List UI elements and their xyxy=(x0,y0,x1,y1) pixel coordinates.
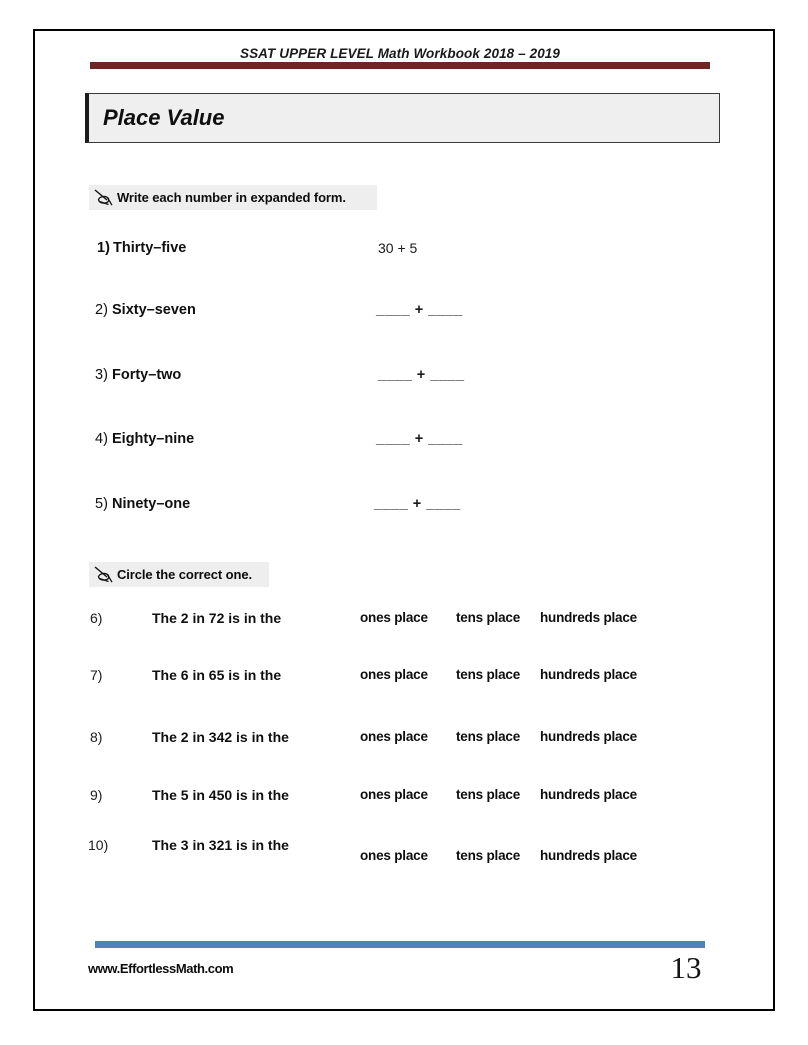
answer-blank[interactable]: ____ + ____ xyxy=(378,367,465,383)
option-tens-place[interactable]: tens place xyxy=(456,610,521,625)
item-question: The 3 in 321 is in the xyxy=(152,837,289,853)
item-label: 4) xyxy=(95,431,108,447)
item-label: 1) xyxy=(97,240,110,256)
option-hundreds-place[interactable]: hundreds place xyxy=(540,787,637,802)
answer-blank[interactable]: ____ + ____ xyxy=(376,431,463,447)
item-label: 10) xyxy=(88,837,109,853)
expanded-form-item xyxy=(0,240,808,270)
expanded-form-item xyxy=(0,496,808,526)
item-word: Forty–two xyxy=(112,367,182,383)
expanded-form-item xyxy=(0,302,808,332)
page-title: Place Value xyxy=(103,105,225,130)
item-word: Eighty–nine xyxy=(112,431,195,447)
item-label: 9) xyxy=(90,787,103,803)
item-question: The 2 in 72 is in the xyxy=(152,610,282,626)
option-hundreds-place[interactable]: hundreds place xyxy=(540,729,637,744)
option-hundreds-place[interactable]: hundreds place xyxy=(540,848,637,863)
section-title-box xyxy=(85,93,720,143)
item-label: 5) xyxy=(95,496,108,512)
page-number: 13 xyxy=(670,950,702,985)
option-ones-place[interactable]: ones place xyxy=(360,610,428,625)
option-ones-place[interactable]: ones place xyxy=(360,667,428,682)
item-question: The 2 in 342 is in the xyxy=(152,729,289,745)
pen-nib-icon xyxy=(94,189,114,207)
answer-blank[interactable]: ____ + ____ xyxy=(376,302,463,318)
item-label: 7) xyxy=(90,667,103,683)
item-word: Sixty–seven xyxy=(112,302,196,318)
item-answer[interactable]: 30 + 5 xyxy=(378,240,418,256)
header-divider-bar xyxy=(90,62,710,69)
expanded-form-item xyxy=(0,431,808,461)
option-ones-place[interactable]: ones place xyxy=(360,729,428,744)
item-question: The 6 in 65 is in the xyxy=(152,667,282,683)
option-hundreds-place[interactable]: hundreds place xyxy=(540,667,637,682)
instruction-band-expanded-form xyxy=(89,185,377,210)
option-tens-place[interactable]: tens place xyxy=(456,848,521,863)
item-word: Ninety–one xyxy=(112,496,191,512)
item-word: Thirty–five xyxy=(113,240,187,256)
item-label: 3) xyxy=(95,367,108,383)
item-question: The 5 in 450 is in the xyxy=(152,787,289,803)
footer-divider-bar xyxy=(95,941,705,948)
item-label: 8) xyxy=(90,729,103,745)
item-label: 6) xyxy=(90,610,103,626)
option-ones-place[interactable]: ones place xyxy=(360,848,428,863)
instruction-band-circle-correct xyxy=(89,562,269,587)
pen-nib-icon xyxy=(94,566,114,584)
expanded-form-item xyxy=(0,367,808,397)
option-ones-place[interactable]: ones place xyxy=(360,787,428,802)
option-tens-place[interactable]: tens place xyxy=(456,787,521,802)
instruction-text: Write each number in expanded form. xyxy=(117,190,346,205)
item-label: 2) xyxy=(95,302,108,318)
option-tens-place[interactable]: tens place xyxy=(456,667,521,682)
footer-website[interactable]: www.EffortlessMath.com xyxy=(88,961,234,976)
page-header-title: SSAT UPPER LEVEL Math Workbook 2018 – 2019 xyxy=(239,46,561,61)
answer-blank[interactable]: ____ + ____ xyxy=(374,496,461,512)
option-tens-place[interactable]: tens place xyxy=(456,729,521,744)
instruction-text: Circle the correct one. xyxy=(117,567,252,582)
option-hundreds-place[interactable]: hundreds place xyxy=(540,610,637,625)
